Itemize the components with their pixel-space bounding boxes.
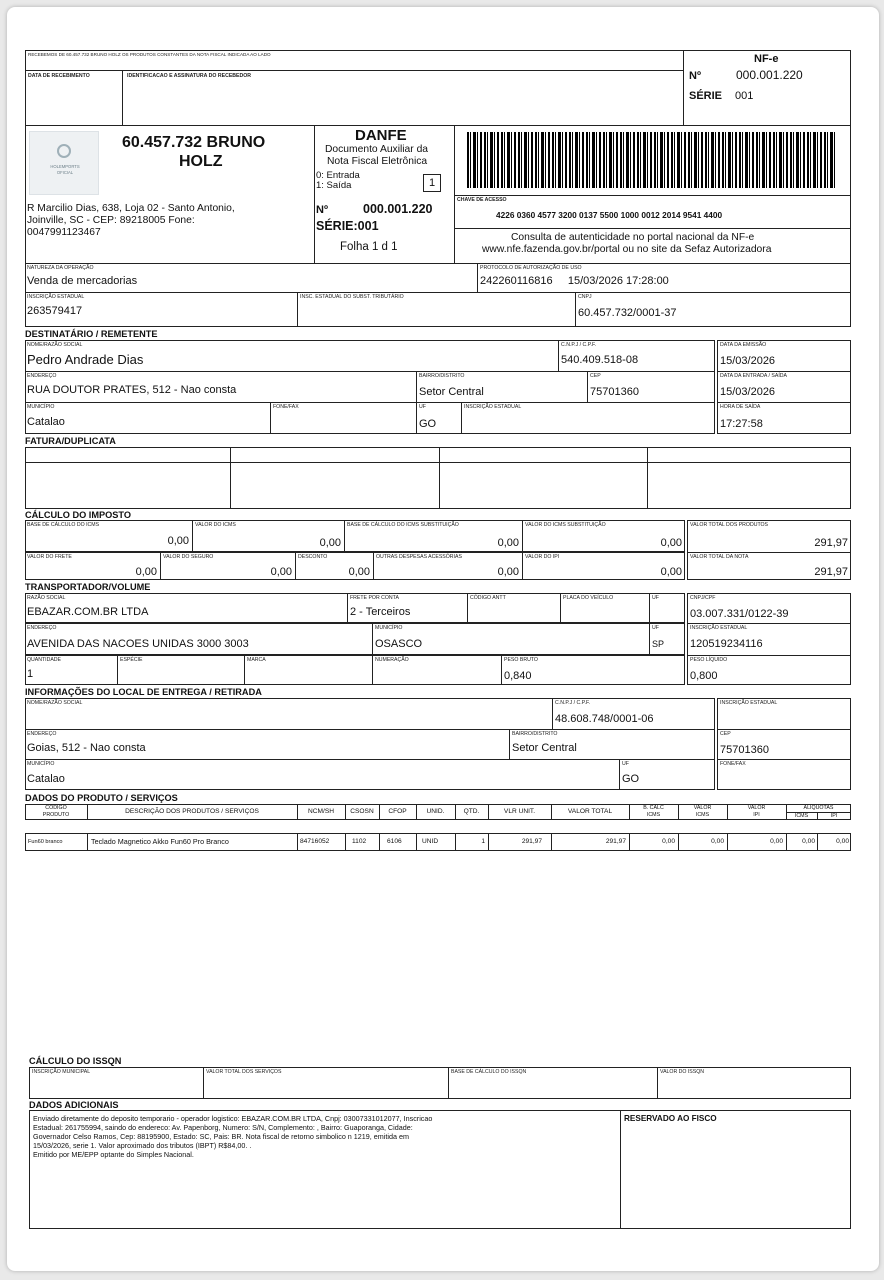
fatura-box (25, 447, 851, 509)
item-codigo: Fun60 branco (28, 839, 63, 845)
th-aicms: ICMS (794, 813, 809, 819)
emitente-name-2: HOLZ (179, 153, 223, 170)
v-nota-label: VALOR TOTAL DA NOTA (690, 554, 749, 560)
adicionais-line-1: Enviado diretamente do deposito temporario - operador logistico: EBAZAR.COM.BR LTDA, Cnpj: 03007331012077, Inscricao (33, 1114, 433, 1123)
transp-peso-liq-label: PESO LÍQUIDO (690, 657, 728, 663)
dest-fone-label: FONE/FAX (273, 404, 299, 410)
adicionais-line-5: Emitido por ME/EPP optante do Simples Nacional. (33, 1150, 194, 1159)
issqn-bc-label: BASE DE CÁLCULO DO ISSQN (451, 1069, 527, 1075)
transp-uf2: SP (652, 639, 665, 649)
th-descricao: DESCRIÇÃO DOS PRODUTOS / SERVIÇOS (125, 808, 259, 815)
th-vtotal: VALOR TOTAL (567, 808, 613, 815)
bc-icms-label: BASE DE CÁLCULO DO ICMS (27, 522, 100, 528)
consulta-2: www.nfe.fazenda.gov.br/portal ou no site da Sefaz Autorizadora (482, 244, 772, 255)
transportador-section: TRANSPORTADOR/VOLUME (25, 582, 151, 592)
dest-endereco-label: ENDEREÇO (27, 373, 57, 379)
entrega-cnpj: 48.608.748/0001-06 (555, 713, 654, 725)
item-aicms: 0,00 (802, 838, 815, 845)
item-bcalc: 0,00 (662, 838, 675, 845)
dest-emissao-label: DATA DA EMISSÃO (720, 342, 767, 348)
emitente-addr-1: R Marcilio Dias, 638, Loja 02 - Santo Antonio, (27, 203, 235, 214)
danfe-numero: 000.001.220 (363, 202, 433, 216)
issqn-box (29, 1067, 851, 1099)
v-icms-label: VALOR DO ICMS (195, 522, 236, 528)
frete-label: VALOR DO FRETE (27, 554, 72, 560)
bc-st: 0,00 (497, 537, 519, 549)
danfe-entrada: 0: Entrada (316, 170, 360, 181)
danfe-folha: Folha 1 d 1 (340, 241, 398, 253)
imposto-section: CÁLCULO DO IMPOSTO (25, 510, 131, 520)
ipi: 0,00 (660, 566, 682, 578)
danfe-sub-2: Nota Fiscal Eletrônica (327, 156, 428, 167)
transp-frete: 2 - Terceiros (350, 606, 411, 618)
dest-ie-label: INSCRIÇÃO ESTADUAL (464, 404, 522, 410)
transp-cnpj: 03.007.331/0122-39 (690, 608, 789, 620)
iest-label: INSC. ESTADUAL DO SUBST. TRIBUTÁRIO (300, 294, 404, 300)
issqn-v-label: VALOR DO ISSQN (660, 1069, 705, 1075)
item-vtotal: 291,97 (605, 838, 626, 845)
canhoto-numero: 000.001.220 (736, 68, 803, 82)
emitente-addr-2: Joinville, SC - CEP: 89218005 Fone: (27, 215, 195, 226)
protocolo: 242260116816 15/03/2026 17:28:00 (480, 275, 669, 287)
logo-text-2: OFICIAL (56, 170, 74, 175)
th-unid: UNID. (426, 808, 445, 815)
logo-image (29, 131, 99, 195)
th-bcalc-2: ICMS (646, 812, 661, 818)
th-vunit: VLR UNIT. (503, 808, 536, 815)
transp-endereco-label: ENDEREÇO (27, 625, 57, 631)
danfe-page (7, 7, 879, 1271)
th-vipi-1: VALOR (747, 805, 766, 811)
transp-qtd: 1 (27, 668, 34, 680)
danfe-sub-1: Documento Auxiliar da (325, 144, 429, 155)
item-vunit: 291,97 (521, 838, 542, 845)
transp-ie: 120519234116 (690, 638, 763, 650)
item-cfop: 6106 (387, 838, 402, 845)
natureza-label: NATUREZA DA OPERAÇÃO (27, 265, 94, 271)
logo-mark-icon (57, 144, 71, 158)
seguro-label: VALOR DO SEGURO (163, 554, 214, 560)
canhoto-text: RECEBEMOS DE 60.457.732 BRUNO HOLZ OS PRODUTOS CONSTANTES DA NOTA FISCAL INDICADA AO LADO (28, 52, 271, 57)
danfe-numero-label: Nº (316, 204, 328, 216)
danfe-tipo-box: 1 (423, 174, 441, 192)
dest-bairro: Setor Central (419, 386, 484, 398)
item-descricao: Teclado Magnetico Akko Fun60 Pro Branco (91, 837, 229, 846)
seguro: 0,00 (270, 566, 292, 578)
entrega-endereco-label: ENDEREÇO (27, 731, 57, 737)
th-csosn: CSOSN (350, 808, 374, 815)
canhoto-serie-label: SÉRIE (689, 90, 723, 102)
entrega-municipio-label: MUNICÍPIO (27, 761, 55, 767)
ie: 263579417 (27, 305, 83, 317)
th-vicms-1: VALOR (693, 805, 712, 811)
danfe-serie: SÉRIE:001 (316, 219, 379, 233)
canhoto-box (25, 50, 851, 126)
entrega-ie-label: INSCRIÇÃO ESTADUAL (720, 700, 778, 706)
danfe-title: DANFE (355, 127, 407, 144)
emitente-name-1: 60.457.732 BRUNO (122, 134, 266, 151)
dest-emissao: 15/03/2026 (720, 355, 776, 367)
transp-cnpj-label: CNPJ/CPF (690, 595, 716, 601)
canhoto-data-label: DATA DE RECEBIMENTO (28, 73, 90, 79)
transp-peso-bruto: 0,840 (504, 670, 532, 682)
entrega-uf-label: UF (622, 761, 629, 767)
protocolo-label: PROTOCOLO DE AUTORIZAÇÃO DE USO (480, 265, 582, 271)
transp-numeracao-label: NUMERAÇÃO (375, 657, 409, 663)
entrega-endereco: Goias, 512 - Nao consta (27, 742, 146, 754)
entrega-section: INFORMAÇÕES DO LOCAL DE ENTREGA / RETIRADA (25, 687, 262, 697)
th-bcalc-1: B. CALC (643, 805, 664, 811)
transp-uf2-label: UF (652, 625, 659, 631)
operacao-box (25, 263, 851, 327)
dest-cep-label: CEP (590, 373, 601, 379)
dest-municipio-label: MUNICÍPIO (27, 404, 55, 410)
desconto: 0,00 (348, 566, 370, 578)
transp-ie-label: INSCRIÇÃO ESTADUAL (690, 625, 748, 631)
ipi-label: VALOR DO IPI (525, 554, 560, 560)
consulta-1: Consulta de autenticidade no portal nacional da NF-e (511, 232, 755, 243)
produtos-section: DADOS DO PRODUTO / SERVIÇOS (25, 793, 178, 803)
outras: 0,00 (497, 566, 519, 578)
item-vicms: 0,00 (711, 838, 724, 845)
destinatario-section: DESTINATÁRIO / REMETENTE (25, 329, 158, 339)
dest-entrada: 15/03/2026 (720, 386, 776, 398)
entrega-bairro-label: BAIRRO/DISTRITO (512, 731, 558, 737)
transp-qtd-label: QUANTIDADE (27, 657, 62, 663)
dest-cpf: 540.409.518-08 (561, 354, 639, 366)
frete: 0,00 (135, 566, 157, 578)
desconto-label: DESCONTO (298, 554, 328, 560)
entrega-municipio: Catalao (27, 773, 65, 785)
transp-endereco: AVENIDA DAS NACOES UNIDAS 3000 3003 (27, 638, 249, 650)
issqn-vserv-label: VALOR TOTAL DOS SERVIÇOS (206, 1069, 282, 1075)
v-nota: 291,97 (814, 566, 848, 578)
transp-uf-label: UF (652, 595, 659, 601)
item-vipi: 0,00 (770, 838, 783, 845)
chave-value: 4226 0360 4577 3200 0137 5500 1000 0012 2014 9541 4400 (496, 210, 723, 220)
dest-entrada-label: DATA DA ENTRADA / SAÍDA (720, 373, 787, 379)
chave-label: CHAVE DE ACESSO (457, 197, 507, 203)
v-prod-label: VALOR TOTAL DOS PRODUTOS (690, 522, 769, 528)
transp-razao: EBAZAR.COM.BR LTDA (27, 606, 149, 618)
entrega-nome-label: NOME/RAZÃO SOCIAL (27, 700, 83, 706)
outras-label: OUTRAS DESPESAS ACESSÓRIAS (376, 554, 462, 560)
v-icms: 0,00 (319, 537, 341, 549)
transp-peso-bruto-label: PESO BRUTO (504, 657, 538, 663)
bc-icms: 0,00 (167, 535, 189, 547)
transp-municipio-label: MUNICÍPIO (375, 625, 403, 631)
cnpj-label: CNPJ (578, 294, 592, 300)
dest-nome: Pedro Andrade Dias (27, 352, 144, 367)
transp-marca-label: MARCA (247, 657, 266, 663)
canhoto-assinatura-label: IDENTIFICACAO E ASSINATURA DO RECEBEDOR (127, 73, 252, 79)
canhoto-numero-label: Nº (689, 70, 701, 82)
dest-cpf-label: C.N.P.J / C.P.F. (561, 342, 596, 348)
transp-razao-label: RAZÃO SOCIAL (27, 595, 66, 601)
transp-frete-label: FRETE POR CONTA (350, 595, 399, 601)
dest-uf-label: UF (419, 404, 426, 410)
transp-especie-label: ESPÉCIE (120, 657, 143, 663)
adicionais-line-4: 15/03/2026, serie 1. Valor aproximado dos tributos (IBPT) R$84,00. . (33, 1141, 252, 1150)
adicionais-line-3: Governador Celso Ramos, Cep: 88195900, Estado: SC, Pais: BR. Nota fiscal de retorno simbolico n 1219, emitida em (33, 1132, 409, 1141)
adicionais-section: DADOS ADICIONAIS (29, 1100, 119, 1110)
th-aliq: ALÍQUOTAS (803, 805, 834, 811)
th-vicms-2: ICMS (695, 812, 710, 818)
transp-peso-liq: 0,800 (690, 670, 718, 682)
entrega-fone-label: FONE/FAX (720, 761, 746, 767)
canhoto-serie: 001 (735, 90, 754, 102)
ie-label: INSCRIÇÃO ESTADUAL (27, 294, 85, 300)
v-prod: 291,97 (814, 537, 848, 549)
dest-bairro-label: BAIRRO/DISTRITO (419, 373, 465, 379)
item-ncm: 84716052 (300, 838, 330, 845)
danfe-saida: 1: Saída (316, 180, 352, 191)
barcode (467, 132, 837, 188)
th-codigo-2: PRODUTO (42, 812, 70, 818)
entrega-bairro: Setor Central (512, 742, 577, 754)
dest-nome-label: NOME/RAZÃO SOCIAL (27, 342, 83, 348)
canhoto-nfe: NF-e (754, 53, 779, 65)
fatura-section: FATURA/DUPLICATA (25, 436, 116, 446)
entrega-cep: 75701360 (720, 744, 769, 756)
issqn-im-label: INSCRIÇÃO MUNICIPAL (32, 1069, 91, 1075)
item-unid: UNID (422, 838, 439, 845)
dest-uf: GO (419, 418, 437, 430)
dest-cep: 75701360 (590, 386, 639, 398)
transp-placa-label: PLACA DO VEÍCULO (563, 595, 614, 601)
th-aipi: IPI (830, 813, 838, 819)
entrega-uf: GO (622, 773, 640, 785)
entrega-cep-label: CEP (720, 731, 731, 737)
transp-municipio: OSASCO (375, 638, 423, 650)
emitente-addr-3: 0047991123467 (27, 227, 101, 238)
dest-municipio: Catalao (27, 416, 65, 428)
item-qtd: 1 (481, 838, 485, 845)
dest-hora: 17:27:58 (720, 418, 763, 430)
th-cfop: CFOP (388, 808, 407, 815)
transp-antt-label: CÓDIGO ANTT (470, 595, 506, 601)
adicionais-line-2: Estadual: 261755994, saindo do endereco: Av. Papenborg, Numero: S/N, Complemento: , Bairro: Guaporanga, Cidade: (33, 1123, 413, 1132)
dest-endereco: RUA DOUTOR PRATES, 512 - Nao consta (27, 384, 237, 396)
th-vipi-2: IPI (753, 812, 760, 818)
item-aipi: 0,00 (836, 838, 849, 845)
fisco-label: RESERVADO AO FISCO (624, 1114, 717, 1123)
th-qtd: QTD. (463, 808, 480, 815)
item-csosn: 1102 (352, 838, 367, 845)
th-ncm: NCM/SH (307, 808, 334, 815)
logo-text-1: HOLEMPORTS (50, 164, 80, 169)
v-st-label: VALOR DO ICMS SUBSTITUIÇÃO (525, 522, 606, 528)
cnpj: 60.457.732/0001-37 (578, 307, 677, 319)
th-codigo-1: CÓDIGO (45, 805, 67, 811)
bc-st-label: BASE DE CÁLCULO DO ICMS SUBSTITUIÇÃO (347, 522, 459, 528)
issqn-section: CÁLCULO DO ISSQN (29, 1056, 122, 1066)
natureza: Venda de mercadorias (27, 275, 138, 287)
entrega-cnpj-label: C.N.P.J / C.P.F. (555, 700, 590, 706)
v-st: 0,00 (660, 537, 682, 549)
dest-hora-label: HORA DE SAÍDA (720, 404, 761, 410)
